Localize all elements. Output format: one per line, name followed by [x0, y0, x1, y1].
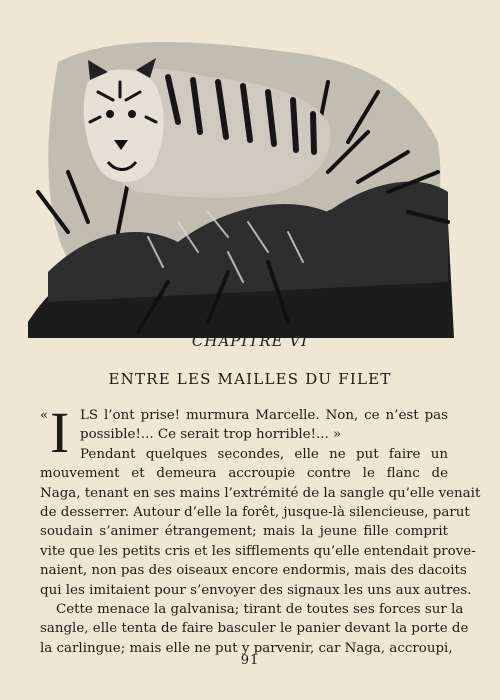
text-line: de desserrer. Autour d’elle la forêt, jusque-là silencieuse, parut — [40, 504, 470, 520]
text-line: naient, non pas des oiseaux encore endormis, mais des dacoits — [40, 563, 467, 579]
chapter-title: ENTRE LES MAILLES DU FILET — [108, 370, 392, 388]
text-line: soudain s’animer étrangement; mais la jeune fille comprit — [40, 524, 448, 540]
text-line: la carlingue; mais elle ne put y parvenir, car Naga, accroupi, — [40, 640, 453, 656]
text-line: sangle, elle tenta de faire basculer le panier devant la porte de — [40, 621, 469, 637]
text-line: LS l’ont prise! murmura Marcelle. Non, ce n’est pas — [80, 408, 448, 423]
text-line: qui les imitaient pour s’envoyer des signaux les uns aux autres. — [40, 582, 472, 598]
text-line: vite que les petits cris et les sifflements qu’elle entendait prove- — [40, 543, 476, 559]
text-line: Pendant quelques secondes, elle ne put faire un — [80, 446, 448, 462]
text-line: mouvement et demeura accroupie contre le flanc de — [40, 466, 448, 482]
page-number: 91 — [240, 653, 260, 668]
chapter-number: CHAPITRE VI — [191, 332, 309, 350]
body-text — [40, 400, 481, 658]
text-line: Cette menace la galvanisa; tirant de toutes ses forces sur la — [56, 601, 464, 617]
text-line: Naga, tenant en ses mains l’extrémité de la sangle qu’elle venait — [40, 485, 481, 501]
text-line: possible!... Ce serait trop horrible!... » — [80, 427, 342, 443]
opening-quote: « — [40, 408, 49, 423]
drop-cap: I — [50, 400, 70, 465]
tiger-jungle-illustration — [28, 22, 454, 338]
